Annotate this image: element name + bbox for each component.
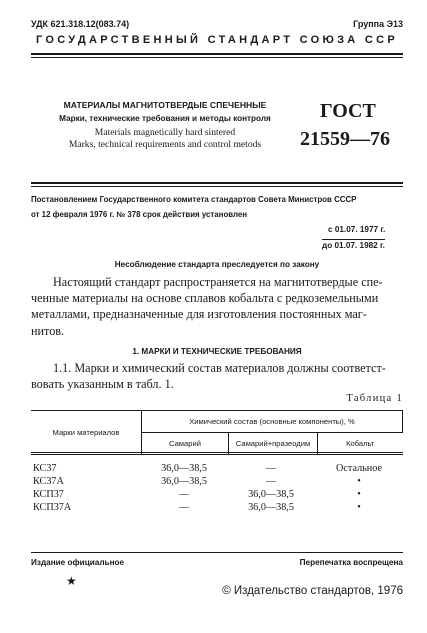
table-cell-mark: КСП37А — [33, 502, 72, 513]
gost-label: ГОСТ — [320, 100, 376, 122]
udk-code: УДК 621.318.12(083.74) — [31, 19, 130, 29]
reprint-prohibited: Перепечатка воспрещена — [299, 558, 403, 567]
mark-column — [33, 462, 123, 514]
intro-paragraph — [31, 274, 403, 339]
table-cell-samarium: — — [178, 502, 190, 513]
cobalt-column — [315, 462, 403, 514]
section-line: вовать указанным в табл. 1. — [31, 377, 174, 392]
table-cell-samarium-praseodymium: — — [265, 476, 277, 487]
gost-number: 21559—76 — [300, 128, 390, 150]
table-cell-samarium-praseodymium: 36,0—38,5 — [248, 489, 294, 500]
table-caption: Таблица 1 — [346, 393, 403, 404]
col-header-cobalt: Кобальт — [318, 433, 403, 455]
ru-subtitle: Марки, технические требования и методы контроля — [59, 114, 271, 123]
table-cell-mark: КС37 — [33, 463, 57, 474]
table-cell-cobalt: Остальное — [336, 463, 382, 474]
group-code: Группа Э13 — [353, 19, 403, 29]
effective-to: до 01.07. 1982 г. — [322, 241, 385, 250]
table-cell-cobalt: • — [357, 489, 361, 500]
table-header-bottom-rule — [31, 452, 403, 453]
law-warning: Несоблюдение стандарта преследуется по закону — [114, 260, 320, 269]
effective-from: с 01.07. 1977 г. — [328, 225, 386, 234]
col-header-composition: Химический состав (основные компоненты), % — [142, 411, 403, 433]
section-line: 1.1. Марки и химический состав материалов должны соответст- — [53, 361, 386, 375]
title-rule-thick — [31, 182, 403, 184]
decree-line-1: Постановлением Государственного комитета стандартов Совета Министров СССР — [31, 195, 357, 204]
table-cell-cobalt: • — [357, 502, 361, 513]
intro-line: Настоящий стандарт распространяется на магнитотвердые спе- — [53, 275, 383, 289]
header-rule-thick — [31, 53, 403, 55]
samarium-column — [141, 462, 227, 514]
state-standard-banner: ГОСУДАРСТВЕННЫЙ СТАНДАРТ СОЮЗА ССР — [35, 34, 399, 46]
decree-line-2: от 12 февраля 1976 г. № 378 срок действия установлен — [31, 210, 248, 219]
table-cell-samarium-praseodymium: — — [265, 463, 277, 474]
title-rule-thin — [31, 186, 403, 187]
col-header-mark: Марки материалов — [31, 411, 142, 455]
samarium-praseodymium-column — [227, 462, 315, 514]
official-edition: Издание официальное — [31, 558, 125, 567]
col-header-samarium-praseodymium: Самарий+празеодим — [229, 433, 318, 455]
header-rule-thin — [31, 57, 403, 58]
table-cell-cobalt: • — [357, 476, 361, 487]
col-header-samarium: Самарий — [142, 433, 229, 455]
table-cell-mark: КС37А — [33, 476, 64, 487]
star-icon: ★ — [66, 574, 77, 588]
en-subtitle: Marks, technical requirements and control metods — [68, 139, 262, 150]
table-cell-mark: КСП37 — [33, 489, 64, 500]
table-cell-samarium: 36,0—38,5 — [161, 476, 207, 487]
en-title: Materials magnetically hard sintered — [94, 127, 236, 138]
ru-title: МАТЕРИАЛЫ МАГНИТОТВЕРДЫЕ СПЕЧЕННЫЕ — [63, 100, 267, 110]
section-heading: 1. МАРКИ И ТЕХНИЧЕСКИЕ ТРЕБОВАНИЯ — [132, 347, 302, 356]
footer-rule — [31, 552, 403, 553]
composition-table — [31, 410, 403, 455]
intro-line: ченные материалы на основе сплавов кобальта с редкоземельными — [31, 291, 379, 306]
table-cell-samarium: 36,0—38,5 — [161, 463, 207, 474]
table-cell-samarium: — — [178, 489, 190, 500]
intro-line: металлами, предназначенные для изготовления постоянных маг- — [31, 307, 367, 322]
table-cell-samarium-praseodymium: 36,0—38,5 — [248, 502, 294, 513]
copyright: © Издательство стандартов, 1976 — [222, 585, 403, 597]
intro-line: нитов. — [31, 323, 65, 338]
section-paragraph — [31, 360, 403, 392]
